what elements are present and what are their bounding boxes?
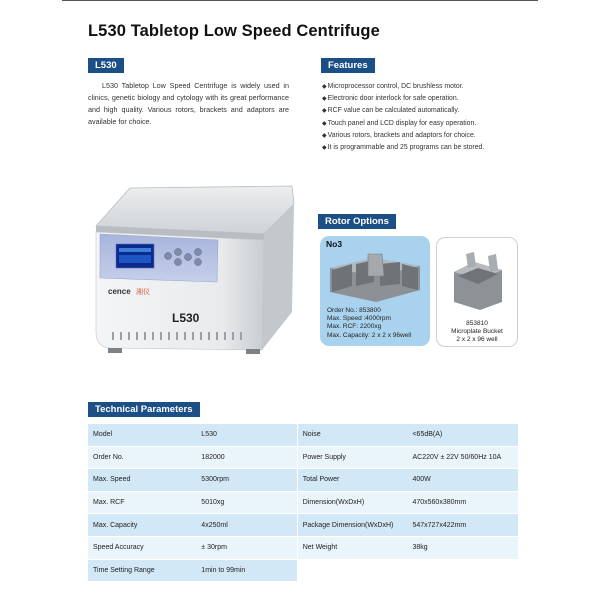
table-row: Model L530 Noise <65dB(A) xyxy=(88,424,518,446)
bullet-icon: ◆ xyxy=(322,145,327,152)
feature-item: ◆Touch panel and LCD display for easy operation. xyxy=(322,119,477,127)
features-list xyxy=(322,81,552,154)
top-rule xyxy=(62,0,538,1)
table-row: Time Setting Range 1min to 99min xyxy=(88,559,518,582)
table-row: Max. Capacity 4x250ml Package Dimension(WxDxH) 547x727x422mm xyxy=(88,514,518,537)
rotor-number: No3 xyxy=(326,239,343,249)
bullet-icon: ◆ xyxy=(322,96,327,103)
rotor1-specs: Order No.: 853800 Max. Speed :4000rpm Max. RCF: 2200xg Max. Capacity: 2 x 2 x 96well xyxy=(327,307,412,339)
rotor-panel-no3 xyxy=(320,236,430,346)
bullet-icon: ◆ xyxy=(322,84,327,90)
rotor2-specs: 853810 Microplate Bucket 2 x 2 x 96 well xyxy=(451,320,503,344)
rotor-options-tag: Rotor Options xyxy=(318,214,396,229)
intro-tag: L530 xyxy=(88,58,124,73)
centrifuge-image xyxy=(86,182,298,360)
intro-paragraph: L530 Tabletop Low Speed Centrifuge is widely used in clinics, genetic biology and cytology with its great performance and high quality. Various rotors, brackets and adaptors are available for choice. xyxy=(88,81,289,126)
brand-suffix: 湘仪 xyxy=(136,289,150,296)
bullet-icon: ◆ xyxy=(322,108,327,115)
table-row: Order No. 182000 Power Supply AC220V ± 22V 50/60Hz 10A xyxy=(88,446,518,469)
rotor-image xyxy=(324,250,426,306)
table-row: Max. RCF 5010xg Dimension(WxDxH) 470x560x380mm xyxy=(88,491,518,514)
machine-model-label: L530 xyxy=(172,311,200,325)
feature-item: ◆It is programmable and 25 programs can be stored. xyxy=(322,144,485,152)
feature-item: ◆Various rotors, brackets and adaptors for choice. xyxy=(322,131,476,139)
rotor-panel-microplate xyxy=(436,237,518,347)
brand-logo: cence xyxy=(108,287,131,296)
page-title: L530 Tabletop Low Speed Centrifuge xyxy=(88,22,380,40)
technical-parameters-tag: Technical Parameters xyxy=(88,402,200,417)
technical-parameters-table xyxy=(88,424,518,582)
bullet-icon: ◆ xyxy=(322,132,327,139)
table-row: Speed Accuracy ± 30rpm Net Weight 38kg xyxy=(88,536,518,559)
microplate-bucket-image xyxy=(444,252,510,314)
feature-item: ◆Microprocessor control, DC brushless motor. xyxy=(322,83,464,90)
features-tag: Features xyxy=(321,58,375,73)
feature-item: ◆RCF value can be calculated automatically. xyxy=(322,107,460,115)
table-row: Max. Speed 5300rpm Total Power 400W xyxy=(88,469,518,492)
bullet-icon: ◆ xyxy=(322,120,327,127)
feature-item: ◆Electronic door interlock for safe operation. xyxy=(322,95,459,103)
